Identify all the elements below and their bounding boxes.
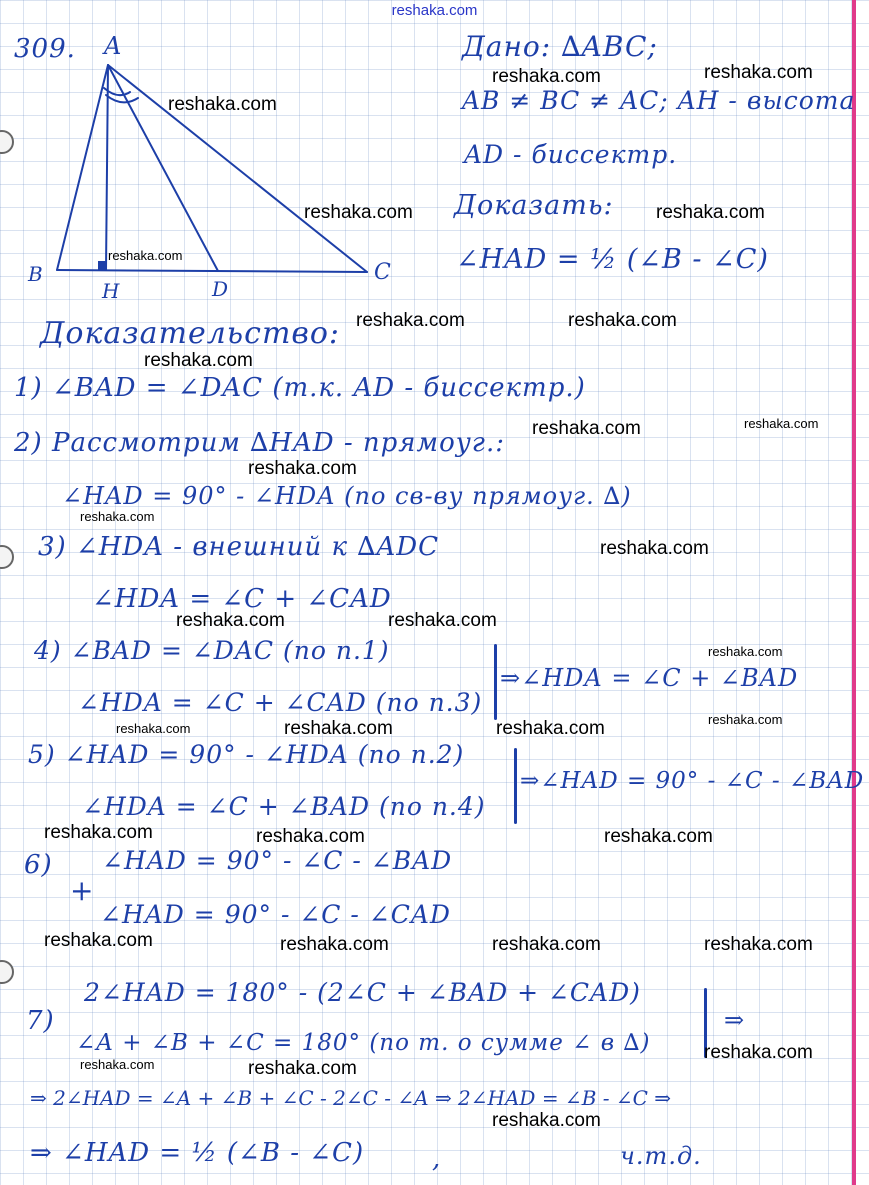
proof-step-6b: ∠HAD = 90° - ∠C - ∠CAD [100,900,451,929]
watermark: reshaka.com [44,930,153,951]
implication-bracket [514,748,517,824]
proof-step-5-result: ⇒∠HAD = 90° - ∠C - ∠BAD [520,768,865,794]
implication-bracket [494,644,497,720]
proof-step-7b: ∠A + ∠B + ∠C = 180° (по т. о сумме ∠ в ∆) [76,1030,651,1056]
proof-final-line-2: ⇒ ∠HAD = ½ (∠B - ∠C) [30,1138,365,1168]
watermark: reshaka.com [704,62,813,83]
watermark: reshaka.com [388,610,497,631]
watermark: reshaka.com [116,721,191,736]
sum-plus-sign: + [70,874,95,907]
watermark: reshaka.com [704,934,813,955]
final-comma: , [432,1144,442,1174]
watermark: reshaka.com [168,94,277,115]
watermark: reshaka.com [532,418,641,439]
proof-step-7-result: ⇒ [724,1006,746,1034]
watermark: reshaka.com [600,538,709,559]
proof-step-6a: ∠HAD = 90° - ∠C - ∠BAD [102,846,453,875]
watermark: reshaka.com [44,822,153,843]
proof-heading: Доказательство: [40,316,341,351]
proof-step-3a: 3) ∠HDA - внешний к ∆ADC [38,532,439,562]
given-line-2: AB ≠ BC ≠ AC; AH - высота [462,86,856,115]
proof-step-2a: 2) Рассмотрим ∆HAD - прямоуг.: [14,428,505,458]
point-d-label: D [212,277,230,301]
vertex-c-label: C [374,260,392,285]
watermark: reshaka.com [496,718,605,739]
watermark: reshaka.com [144,350,253,371]
proof-step-5b: ∠HDA = ∠C + ∠BAD (по п.4) [82,792,486,821]
watermark: reshaka.com [248,458,357,479]
right-angle-mark [99,262,106,269]
proof-step-4a: 4) ∠BAD = ∠DAC (по п.1) [34,636,390,665]
proof-step-6-number: 6) [24,850,53,880]
watermark: reshaka.com [492,66,601,87]
prove-label: Доказать: [454,190,614,221]
watermark: reshaka.com [704,1042,813,1063]
proof-step-7-number: 7) [26,1006,55,1036]
side-ab [57,65,108,270]
watermark: reshaka.com [80,509,155,524]
site-header-watermark: reshaka.com [391,2,478,19]
given-line-1: Дано: ∆ABC; [462,30,658,63]
proof-step-1: 1) ∠BAD = ∠DAC (т.к. AD - биссектр.) [14,373,586,403]
watermark: reshaka.com [604,826,713,847]
proof-step-3b: ∠HDA = ∠C + ∠CAD [92,584,392,614]
proof-step-4-result: ⇒∠HDA = ∠C + ∠BAD [500,664,799,692]
watermark: reshaka.com [656,202,765,223]
watermark: reshaka.com [304,202,413,223]
watermark: reshaka.com [108,248,183,263]
watermark: reshaka.com [284,718,393,739]
watermark: reshaka.com [248,1058,357,1079]
watermark: reshaka.com [280,934,389,955]
problem-number: 309. [14,34,76,64]
point-h-label: H [102,279,121,303]
side-bc [57,270,367,272]
watermark: reshaka.com [744,416,819,431]
given-line-3: AD - биссектр. [464,140,678,169]
watermark: reshaka.com [356,310,465,331]
proof-step-7a: 2∠HAD = 180° - (2∠C + ∠BAD + ∠CAD) [84,978,641,1007]
proof-step-5a: 5) ∠HAD = 90° - ∠HDA (по п.2) [28,740,465,769]
watermark: reshaka.com [568,310,677,331]
watermark: reshaka.com [176,610,285,631]
watermark: reshaka.com [492,1110,601,1131]
watermark: reshaka.com [708,644,783,659]
proof-step-2b: ∠HAD = 90° - ∠HDA (по св-ву прямоуг. ∆) [62,482,632,510]
watermark: reshaka.com [708,712,783,727]
vertex-a-label: A [104,32,123,60]
watermark: reshaka.com [492,934,601,955]
watermark: reshaka.com [80,1057,155,1072]
vertex-b-label: B [28,262,44,286]
watermark: reshaka.com [256,826,365,847]
proof-step-4b: ∠HDA = ∠C + ∠CAD (по п.3) [78,688,483,717]
prove-statement: ∠HAD = ½ (∠B - ∠C) [456,244,769,275]
proof-final-line-1: ⇒ 2∠HAD = ∠A + ∠B + ∠C - 2∠C - ∠A ⇒ 2∠HAD = ∠B - ∠C ⇒ [30,1086,672,1110]
qed-mark: ч.т.д. [620,1142,702,1170]
